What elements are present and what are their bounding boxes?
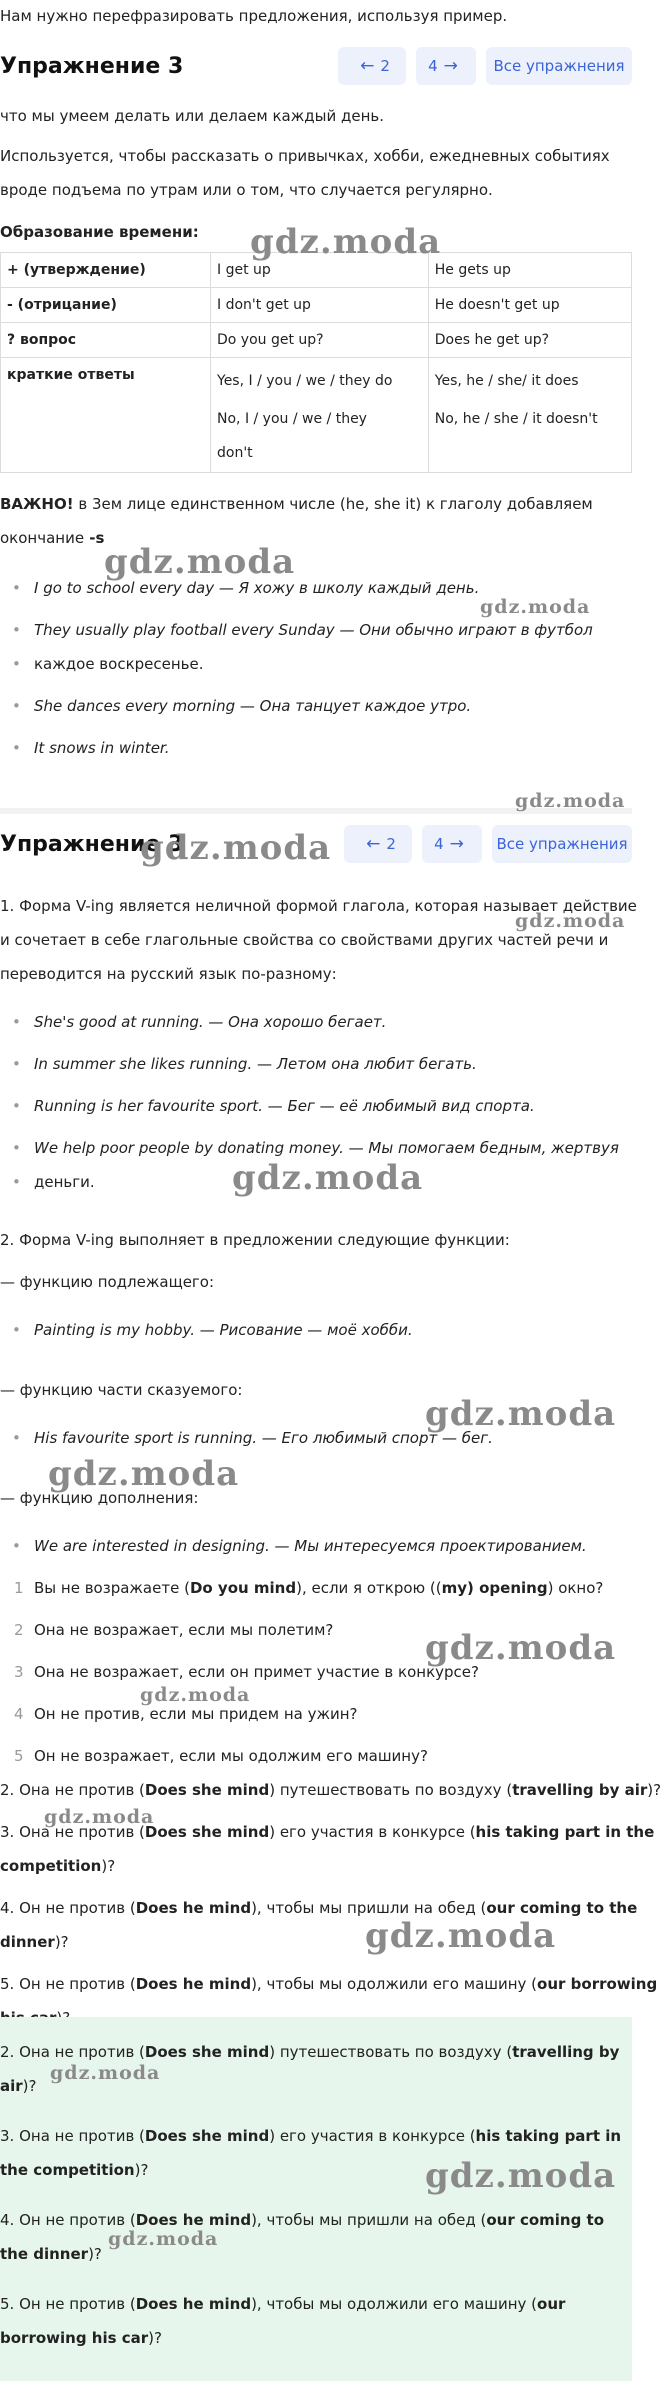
watermark: gdz.moda	[104, 542, 296, 582]
watermark: gdz.moda	[44, 1806, 155, 1828]
list-item: • Painting is my hobby. — Рисование — моё хобби.	[34, 1314, 413, 1347]
list-item: Она не возражает, если мы полетим?	[34, 1621, 334, 1639]
watermark: gdz.moda	[108, 2228, 219, 2250]
list-item: Она не возражает, если он примет участие в конкурсе?	[34, 1663, 479, 1681]
watermark: gdz.moda	[515, 790, 626, 812]
all-exercises-button[interactable]: Все упражнения	[492, 825, 632, 863]
important-note: ВАЖНО! в 3ем лице единственном числе (he, she it) к глаголу добавляем	[0, 495, 593, 513]
list-item-continued: • деньги.	[34, 1166, 95, 1199]
prev-exercise-button[interactable]: ← 2	[338, 47, 406, 85]
arrow-right-icon: →	[449, 834, 464, 854]
list-item: Он не возражает, если мы одолжим его машину?	[34, 1747, 428, 1765]
watermark: gdz.moda	[425, 1394, 617, 1434]
prev-exercise-button[interactable]: ← 2	[344, 825, 412, 863]
watermark: gdz.moda	[232, 1158, 424, 1198]
answer-line: 5. Он не против (Does he mind), чтобы мы одолжили его машину (our borrowing	[0, 1975, 658, 1993]
answer-line-continued: air)?	[0, 2077, 37, 2095]
table-row: + (утверждение) I get up He gets up	[1, 253, 632, 288]
answer-line-continued: the dinner)?	[0, 2245, 102, 2263]
paragraph: переводится на русский язык по-разному:	[0, 965, 337, 983]
list-number: 4	[14, 1705, 24, 1723]
answer-line: 2. Она не против (Does she mind) путешествовать по воздуху (travelling by air)?	[0, 1781, 661, 1799]
list-item: • His favourite sport is running. — Его любимый спорт — бег.	[34, 1422, 493, 1455]
watermark: gdz.moda	[140, 1684, 251, 1706]
paragraph: что мы умеем делать или делаем каждый день.	[0, 107, 384, 125]
list-item: • Running is her favourite sport. — Бег — её любимый вид спорта.	[34, 1090, 535, 1123]
paragraph: 2. Форма V-ing выполняет в предложении следующие функции:	[0, 1231, 510, 1249]
list-number: 2	[14, 1621, 24, 1639]
watermark: gdz.moda	[48, 1454, 240, 1494]
arrow-left-icon: ←	[366, 834, 381, 854]
paragraph: вроде подъема по утрам или о том, что случается регулярно.	[0, 181, 493, 199]
answer-line-continued: competition)?	[0, 1857, 116, 1875]
list-item: • It snows in winter.	[34, 732, 169, 765]
answer-line: 5. Он не против (Does he mind), чтобы мы одолжили его машину (our	[0, 2295, 566, 2313]
watermark: gdz.moda	[250, 222, 442, 262]
formation-label: Образование времени:	[0, 223, 199, 241]
watermark: gdz.moda	[425, 1628, 617, 1668]
function-label: — функцию подлежащего:	[0, 1273, 215, 1291]
watermark: gdz.moda	[480, 596, 591, 618]
list-item-continued: • каждое воскресенье.	[34, 648, 204, 681]
intro-text: Нам нужно перефразировать предложения, используя пример.	[0, 7, 508, 25]
arrow-left-icon: ←	[360, 56, 375, 76]
paragraph: Используется, чтобы рассказать о привычках, хобби, ежедневных событиях	[0, 147, 610, 165]
list-item: • I go to school every day — Я хожу в школу каждый день.	[34, 572, 479, 605]
function-label: — функцию части сказуемого:	[0, 1381, 243, 1399]
arrow-right-icon: →	[443, 56, 458, 76]
watermark: gdz.moda	[50, 2062, 161, 2084]
answer-line: 3. Она не против (Does she mind) его участия в конкурсе (his taking part in the	[0, 1823, 655, 1841]
list-item: • We help poor people by donating money. — Мы помогаем бедным, жертвуя	[34, 1132, 619, 1165]
watermark: gdz.moda	[425, 2156, 617, 2196]
list-item: • She's good at running. — Она хорошо бегает.	[34, 1006, 386, 1039]
next-exercise-button[interactable]: 4 →	[416, 47, 476, 85]
table-row: - (отрицание) I don't get up He doesn't get up	[1, 288, 632, 323]
paragraph: и сочетает в себе глагольные свойства со свойствами других частей речи и	[0, 931, 609, 949]
answer-line-continued: borrowing his car)?	[0, 2329, 162, 2347]
answer-line: 4. Он не против (Does he mind), чтобы мы пришли на обед (our coming to the	[0, 1899, 638, 1917]
paragraph: 1. Форма V-ing является неличной формой глагола, которая называет действие	[0, 897, 637, 915]
table-row: ? вопрос Do you get up? Does he get up?	[1, 323, 632, 358]
exercise-title: Упражнение 3	[0, 53, 184, 79]
list-item: • They usually play football every Sunday — Они обычно играют в футбол	[34, 614, 593, 647]
watermark: gdz.moda	[515, 910, 626, 932]
list-item: Вы не возражаете (Do you mind), если я открою ((my) opening) окно?	[34, 1579, 604, 1597]
exercise-header	[0, 36, 632, 96]
exercise-title: Упражнение 3	[0, 831, 184, 857]
next-exercise-button[interactable]: 4 →	[422, 825, 482, 863]
function-label: — функцию дополнения:	[0, 1489, 199, 1507]
tense-table	[0, 252, 632, 473]
all-exercises-button[interactable]: Все упражнения	[486, 47, 632, 85]
important-note-line2: окончание -s	[0, 529, 105, 547]
answer-line-continued: the competition)?	[0, 2161, 149, 2179]
list-number: 3	[14, 1663, 24, 1681]
list-item: Он не против, если мы придем на ужин?	[34, 1705, 358, 1723]
answer-line: 2. Она не против (Does she mind) путешествовать по воздуху (travelling by	[0, 2043, 620, 2061]
list-item: • In summer she likes running. — Летом она любит бегать.	[34, 1048, 477, 1081]
table-row: краткие ответы Yes, I / you / we / they do No, I / you / we / they don't Yes, he / she/ it does No, he / she / it doesn't	[1, 358, 632, 473]
list-item: • She dances every morning — Она танцует каждое утро.	[34, 690, 471, 723]
list-number: 1	[14, 1579, 24, 1597]
list-item: • We are interested in designing. — Мы интересуемся проектированием.	[34, 1530, 587, 1563]
list-number: 5	[14, 1747, 24, 1765]
watermark: gdz.moda	[140, 828, 332, 868]
answer-line-continued: dinner)?	[0, 1933, 69, 1951]
answer-line: 3. Она не против (Does she mind) его участия в конкурсе (his taking part in	[0, 2127, 622, 2145]
answer-line: 4. Он не против (Does he mind), чтобы мы пришли на обед (our coming to	[0, 2211, 605, 2229]
watermark: gdz.moda	[365, 1916, 557, 1956]
